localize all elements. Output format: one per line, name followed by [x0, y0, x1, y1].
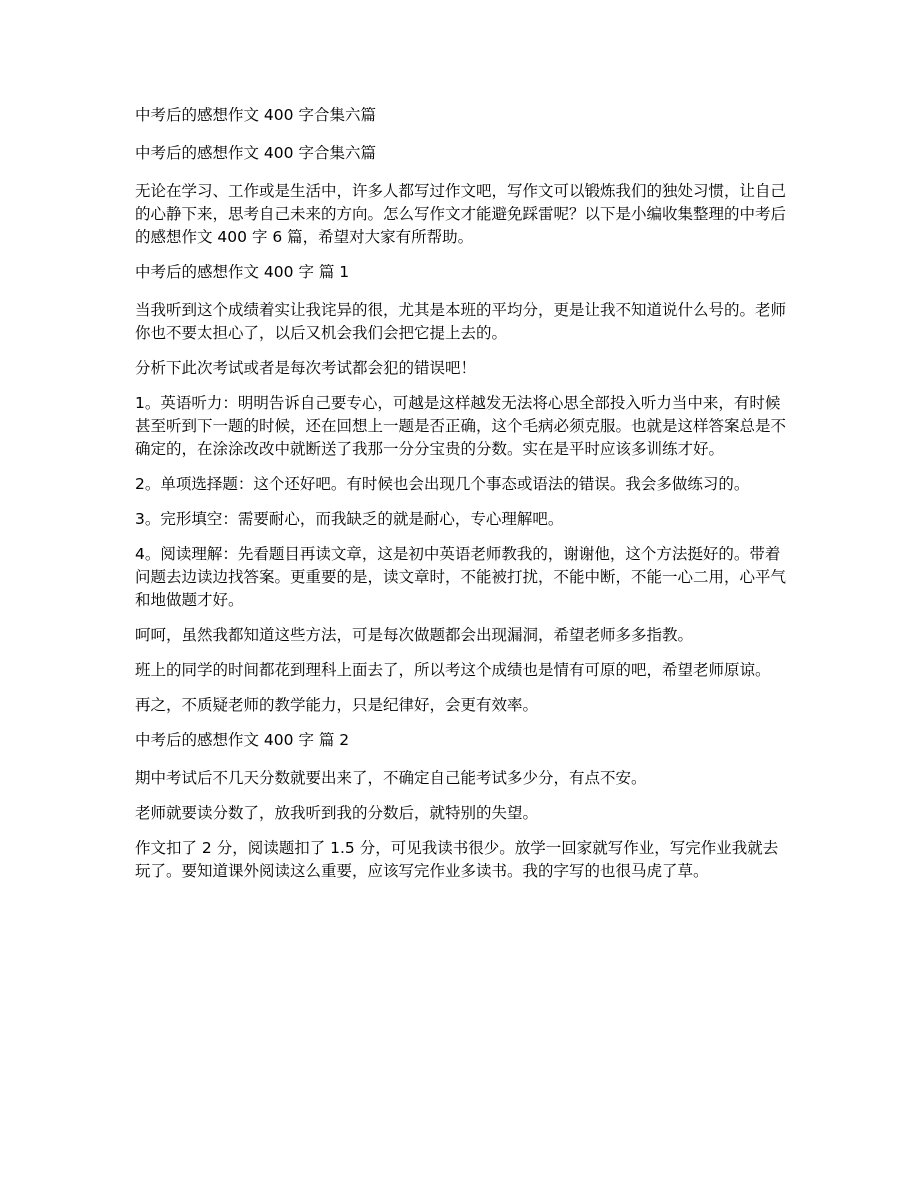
- article-2-paragraph: 作文扣了 2 分，阅读题扣了 1.5 分，可见我读书很少。放学一回家就写作业，写完作业我就去玩了。要知道课外阅读这么重要，应该写完作业多读书。我的字写的也很马虎了草。: [135, 839, 779, 880]
- article-1-paragraph: 4。阅读理解：先看题目再读文章，这是初中英语老师教我的，谢谢他，这个方法挺好的。带着问题去边读边找答案。更重要的是，读文章时，不能被打扰，不能中断，不能一心二用，心平气和地做题才好。: [135, 545, 787, 609]
- article-2-paragraph: 期中考试后不几天分数就要出来了，不确定自己能考试多少分，有点不安。: [135, 769, 647, 787]
- article-1-paragraph: 分析下此次考试或者是每次考试都会犯的错误吧！: [135, 359, 477, 377]
- article-1-paragraph: 当我听到这个成绩着实让我诧异的很，尤其是本班的平均分，更是让我不知道说什么号的。老师你也不要太担心了，以后又机会我们会把它提上去的。: [135, 301, 787, 342]
- article-1-paragraph: 呵呵，虽然我都知道这些方法，可是每次做题都会出现漏洞，希望老师多多指教。: [135, 626, 694, 644]
- intro-paragraph: 无论在学习、工作或是生活中，许多人都写过作文吧，写作文可以锻炼我们的独处习惯，让自己的心静下来，思考自己未来的方向。怎么写作文才能避免踩雷呢？以下是小编收集整理的中考后的感想作文 400 字 6 篇，希望对大家有所帮助。: [135, 182, 787, 246]
- article-1-paragraph: 再之，不质疑老师的教学能力，只是纪律好，会更有效率。: [135, 696, 539, 714]
- article-1-paragraph: 2。单项选择题：这个还好吧。有时候也会出现几个事态或语法的错误。我会多做练习的。: [135, 475, 750, 493]
- article-1-paragraph: 班上的同学的时间都花到理科上面去了，所以考这个成绩也是情有可原的吧，希望老师原谅。: [135, 661, 771, 679]
- document-title: 中考后的感想作文 400 字合集六篇: [135, 106, 376, 124]
- article-2-heading: 中考后的感想作文 400 字 篇 2: [135, 731, 350, 749]
- article-1-heading: 中考后的感想作文 400 字 篇 1: [135, 263, 350, 281]
- article-1-paragraph: 1。英语听力：明明告诉自己要专心，可越是这样越发无法将心思全部投入听力当中来，有时候甚至听到下一题的时候，还在回想上一题是否正确，这个毛病必须克服。也就是这样答案总是不确定的，在涂涂改改中就断送了我那一分分宝贵的分数。实在是平时应该多训练才好。: [135, 394, 787, 458]
- document-page: [135, 104, 787, 895]
- article-1-paragraph: 3。完形填空：需要耐心，而我缺乏的就是耐心，专心理解吧。: [135, 510, 564, 528]
- document-subtitle: 中考后的感想作文 400 字合集六篇: [135, 144, 376, 162]
- article-2-paragraph: 老师就要读分数了，放我听到我的分数后，就特别的失望。: [135, 804, 539, 822]
